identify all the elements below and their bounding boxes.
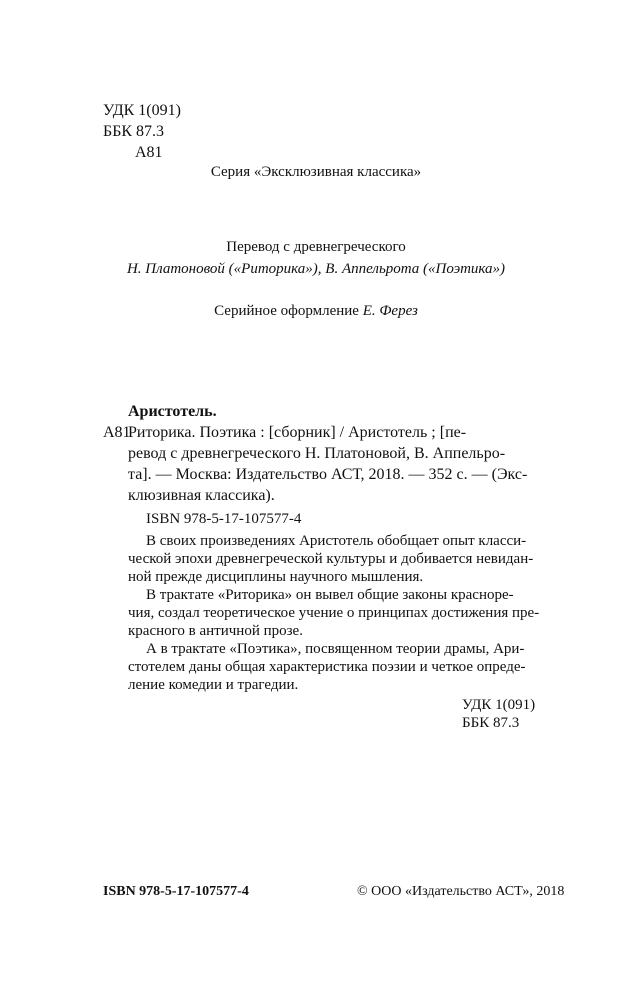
abstract-line-9: ление комедии и трагедии. bbox=[128, 677, 299, 693]
translation-line-1: Перевод с древнегреческого bbox=[226, 239, 406, 255]
bbk-catalog: ББК 87.3 bbox=[462, 715, 520, 731]
catalog-isbn: ISBN 978-5-17-107577-4 bbox=[146, 511, 302, 527]
abstract-line-6: красного в античной прозе. bbox=[128, 623, 303, 639]
abstract-line-5: чия, создал теоретическое учение о принципах достижения пре- bbox=[128, 605, 540, 621]
abstract-line-7: А в трактате «Поэтика», посвященном теории драмы, Ари- bbox=[146, 641, 525, 657]
design-label: Серийное оформление bbox=[214, 303, 363, 319]
abstract-line-8: стотелем даны общая характеристика поэзии и четкое опреде- bbox=[128, 659, 526, 675]
catalog-description-line-1: Риторика. Поэтика : [сборник] / Аристотель ; [пе- bbox=[128, 424, 467, 441]
abstract-line-4: В трактате «Риторика» он вывел общие законы красноре- bbox=[146, 587, 514, 603]
catalog-description-line-4: клюзивная классика). bbox=[128, 487, 275, 504]
udk-top: УДК 1(091) bbox=[103, 102, 181, 119]
design-credit bbox=[0, 302, 632, 320]
translation-line-2: Н. Платоновой («Риторика»), В. Аппельрота («Поэтика») bbox=[126, 261, 506, 277]
footer-copyright: © ООО «Издательство АСТ», 2018 bbox=[357, 884, 565, 899]
abstract-line-2: ческой эпохи древнегреческой культуры и добивается невидан- bbox=[128, 551, 534, 567]
abstract-line-3: ной прежде дисциплины научного мышления. bbox=[128, 569, 424, 585]
udk-catalog: УДК 1(091) bbox=[462, 697, 536, 713]
series-line: Серия «Эксклюзивная классика» bbox=[210, 164, 422, 180]
catalog-description-line-2: ревод с древнегреческого Н. Платоновой, В. Аппельро- bbox=[128, 445, 506, 462]
author-mark-top: А81 bbox=[135, 144, 163, 161]
bbk-top: ББК 87.3 bbox=[103, 123, 165, 140]
catalog-description-line-3: та]. — Москва: Издательство АСТ, 2018. — 352 с. — (Экс- bbox=[128, 466, 528, 483]
footer-isbn: ISBN 978-5-17-107577-4 bbox=[103, 884, 249, 899]
abstract-line-1: В своих произведениях Аристотель обобщает опыт класси- bbox=[146, 533, 527, 549]
catalog-author-heading: Аристотель. bbox=[128, 403, 217, 420]
designer-name: Е. Ферез bbox=[362, 303, 418, 319]
catalog-mark: А81 bbox=[103, 424, 131, 441]
